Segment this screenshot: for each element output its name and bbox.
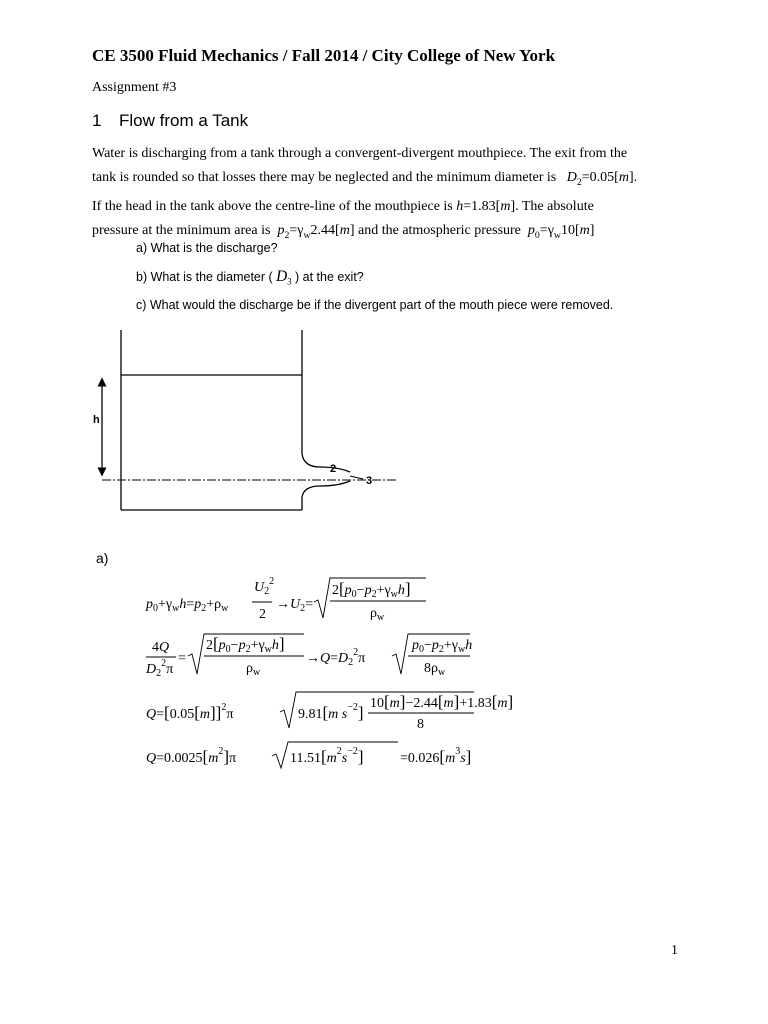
svg-text:=0.026[m3s]: $=0.026[m^3s]$ (400, 746, 472, 766)
svg-text:Q=0.0025[m2]π: $Q=0.0025[m^2]\pi$ (146, 746, 237, 766)
problem-line-3b: . The absolute (515, 198, 594, 214)
question-c: c) What would the discharge be if the divergent part of the mouth piece were removed. (136, 297, 614, 312)
answer-label: a) (96, 550, 109, 566)
svg-text:ρw: $\rho_w$ (370, 606, 385, 623)
svg-text:D22π: $D_2^2\pi$ (146, 658, 174, 679)
problem-statement (92, 142, 680, 248)
question-b: b) What is the diameter ( $D_3$ ) at the exit? (136, 268, 364, 287)
section-heading (92, 111, 248, 131)
assignment-label: Assignment #3 (92, 80, 177, 95)
problem-line-4b: and the atmospheric pressure (358, 222, 521, 238)
p0-expression: $p_0=\gamma_w10[m]$ (527, 222, 595, 241)
svg-text:8ρw: $8\rho_w$ (424, 661, 446, 678)
course-title: CE 3500 Fluid Mechanics / Fall 2014 / City College of New York (92, 46, 556, 65)
equation-2 (145, 634, 472, 679)
svg-text:p0+γwh=p2+ρw: $p_0+\gamma_wh=p_2+\rho_w$ (146, 597, 229, 614)
svg-text:2[p0−p2+γwh]: $2[p_0-p_2+\gamma_wh]$ (206, 634, 285, 655)
svg-text:→U2=: $\to U_2=$ (276, 597, 314, 614)
problem-line-3a: If the head in the tank above the centre-line of the mouthpiece is (92, 198, 453, 214)
svg-text:=: = (178, 651, 186, 666)
problem-line-1: Water is discharging from a tank through a convergent-divergent mouthpiece. The exit from the (92, 146, 628, 161)
h-expression: h=1.83[m] (456, 198, 516, 214)
problem-line-4a: pressure at the minimum area is (92, 222, 271, 238)
nozzle-lower-contour (302, 481, 350, 497)
svg-text:2: 2 (259, 607, 266, 622)
section-title: Flow from a Tank (119, 111, 249, 130)
svg-text:4Q: 4Q (152, 640, 170, 655)
svg-text:9.81[m s−2]: 9.81[m $s^{-2}$] (298, 702, 364, 722)
section-number: 1 (92, 111, 102, 130)
problem-line-2: tank is rounded so that losses there may be neglected and the minimum diameter is (92, 170, 557, 185)
label-section-2: 2 (330, 463, 337, 475)
svg-text:p0−p2+γwh: $p_0-p_2+\gamma_wh$ (412, 638, 473, 655)
question-a: a) What is the discharge? (136, 240, 278, 255)
label-section-3: 3 (366, 475, 373, 487)
solution-equations (140, 572, 514, 772)
svg-text:U22: $U_2^2$ (254, 576, 275, 597)
svg-text:2[p0−p2+γwh]: $2[p_0-p_2+\gamma_wh]$ (332, 579, 411, 600)
d2-expression: $D_2=0.05[m]$. (566, 170, 638, 188)
svg-text:10[m]−2.44[m]+1.83[m]: 10[m]−2.44[m]+1.83[m] (370, 692, 514, 711)
svg-text:11.51[m2s−2]: $11.51[m^2s^{-2}]$ (290, 746, 364, 766)
equation-3 (146, 692, 513, 732)
p2-expression: $p_2=\gamma_w2.44[m]$ (277, 222, 355, 241)
svg-text:8: 8 (417, 717, 424, 732)
label-h: h (93, 414, 100, 426)
svg-text:ρw: $\rho_w$ (246, 661, 261, 678)
page-number: 1 (671, 943, 678, 958)
svg-text:→Q=D22π: $\to Q=D_2^2\pi$ (306, 647, 366, 668)
nozzle-upper-contour (302, 454, 350, 472)
tank-diagram (88, 326, 408, 522)
svg-text:Q=[0.05[m]]2π: $Q=[0.05[m]]^2\pi$ (146, 702, 234, 722)
equation-1 (145, 576, 426, 623)
equation-4 (146, 742, 471, 768)
